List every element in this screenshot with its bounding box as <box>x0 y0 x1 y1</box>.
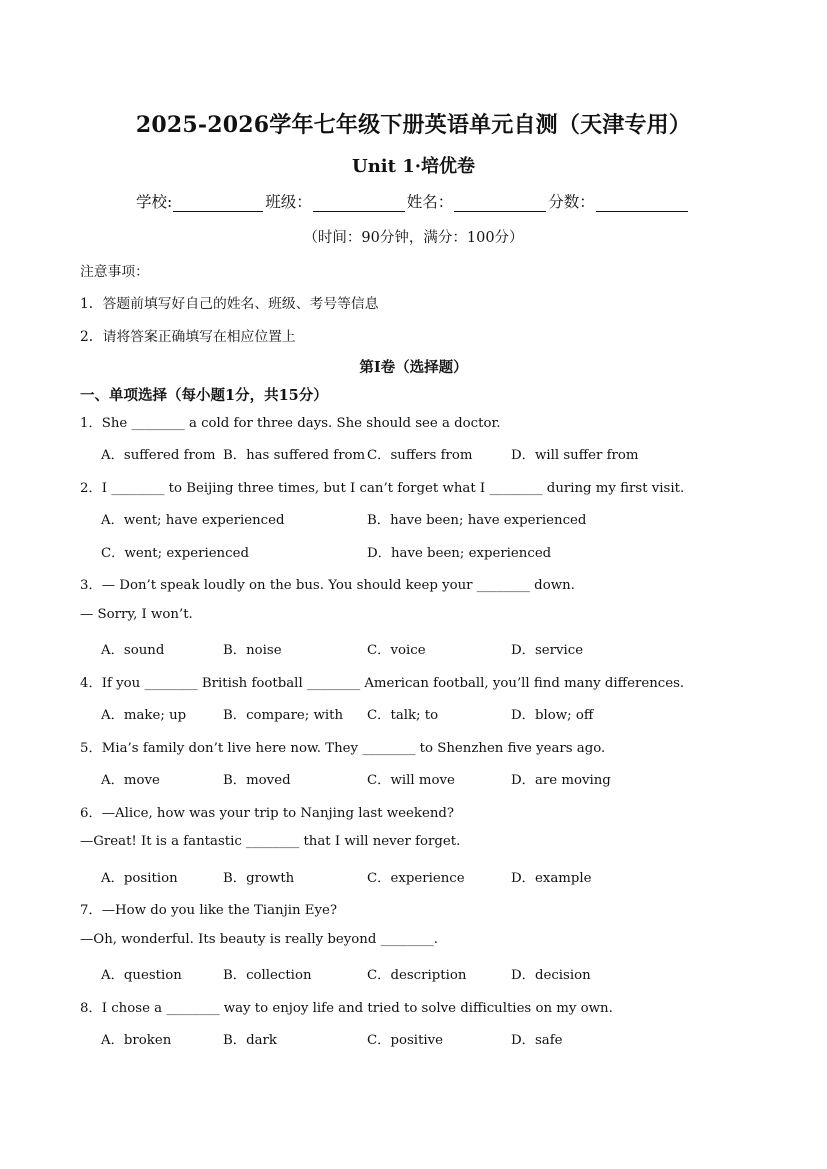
option-c: C．experience <box>367 871 465 886</box>
question-8: 8．I chose a ________ way to enjoy life and tried to solve difficulties on my own. <box>80 1001 613 1016</box>
question-1: 1．She ________ a cold for three days. She should see a doctor. <box>80 416 501 431</box>
options-1 <box>101 444 741 464</box>
class-blank <box>313 191 405 212</box>
option-c: C．went; experienced <box>101 546 249 561</box>
class-label: 班级： <box>265 193 312 211</box>
name-label: 姓名： <box>406 193 454 211</box>
question-6-reply: —Great! It is a fantastic ________ that I will never forget. <box>80 834 461 849</box>
name-blank <box>454 191 546 212</box>
exam-subtitle: Unit 1·培优卷 <box>352 156 475 177</box>
section-heading: 一、单项选择（每小题1分，共15分） <box>80 387 328 404</box>
option-b: B．has suffered from <box>223 448 366 463</box>
score-label: 分数： <box>548 193 595 211</box>
option-d: D．blow; off <box>511 708 594 723</box>
question-7: 7．—How do you like the Tianjin Eye? <box>80 903 337 918</box>
option-c: C．description <box>367 968 467 983</box>
options-4 <box>101 704 741 724</box>
option-c: C．voice <box>367 643 426 658</box>
note-item: 1．答题前填写好自己的姓名、班级、考号等信息 <box>80 296 379 312</box>
option-b: B．growth <box>223 871 295 886</box>
option-d: D．service <box>511 643 584 658</box>
school-label: 学校: <box>136 193 173 211</box>
question-5: 5．Mia’s family don’t live here now. They ________ to Shenzhen five years ago. <box>80 741 606 756</box>
option-d: D．safe <box>511 1033 563 1048</box>
question-7-reply: —Oh, wonderful. Its beauty is really beyond ________. <box>80 932 439 947</box>
option-b: B．noise <box>223 643 282 658</box>
student-info-row <box>136 190 690 212</box>
notes-heading: 注意事项： <box>80 264 149 280</box>
options-2-row1 <box>101 509 741 529</box>
options-2-row2 <box>101 542 741 562</box>
option-a: A．position <box>101 871 178 886</box>
option-b: B．moved <box>223 773 291 788</box>
option-d: D．will suffer from <box>511 448 639 463</box>
part-title: 第I卷（选择题） <box>359 359 468 376</box>
option-a: A．move <box>101 773 160 788</box>
option-b: B．collection <box>223 968 312 983</box>
option-a: A．question <box>101 968 182 983</box>
question-4: 4．If you ________ British football ________ American football, you’ll find many differences. <box>80 676 685 691</box>
exam-title: 2025-2026学年七年级下册英语单元自测（天津专用） <box>135 112 692 138</box>
school-blank <box>173 191 263 212</box>
option-d: D．have been; experienced <box>367 546 552 561</box>
question-2: 2．I ________ to Beijing three times, but I can’t forget what I ________ during my first visit. <box>80 481 685 496</box>
option-c: C．positive <box>367 1033 444 1048</box>
options-8 <box>101 1029 741 1049</box>
score-blank <box>596 191 688 212</box>
option-c: C．will move <box>367 773 455 788</box>
option-d: D．decision <box>511 968 591 983</box>
question-3: 3．— Don’t speak loudly on the bus. You should keep your ________ down. <box>80 578 575 593</box>
question-3-reply: — Sorry, I won’t. <box>80 607 193 622</box>
options-7 <box>101 964 741 984</box>
options-6 <box>101 867 741 887</box>
option-c: C．talk; to <box>367 708 439 723</box>
option-b: B．dark <box>223 1033 277 1048</box>
option-a: A．broken <box>101 1033 172 1048</box>
question-6: 6．—Alice, how was your trip to Nanjing last weekend? <box>80 806 455 821</box>
option-a: A．sound <box>101 643 165 658</box>
option-b: B．have been; have experienced <box>367 513 587 528</box>
option-a: A．make; up <box>101 708 187 723</box>
option-c: C．suffers from <box>367 448 473 463</box>
option-b: B．compare; with <box>223 708 344 723</box>
options-3 <box>101 639 741 659</box>
option-a: A．suffered from <box>101 448 216 463</box>
option-d: D．example <box>511 871 592 886</box>
option-a: A．went; have experienced <box>101 513 285 528</box>
time-limit: （时间：90分钟，满分：100分） <box>303 230 524 246</box>
options-5 <box>101 769 741 789</box>
note-item: 2．请将答案正确填写在相应位置上 <box>80 329 296 345</box>
option-d: D．are moving <box>511 773 611 788</box>
